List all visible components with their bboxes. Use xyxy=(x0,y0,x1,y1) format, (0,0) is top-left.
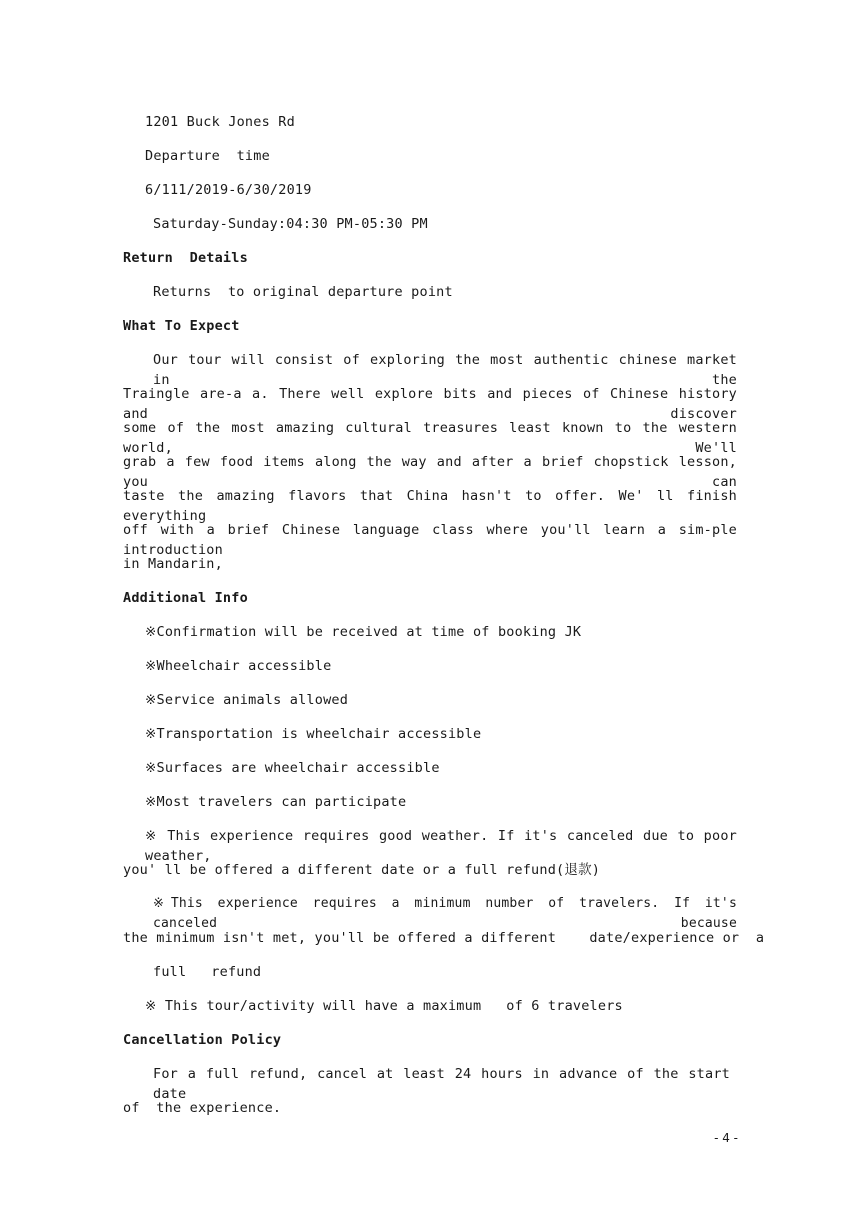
additional-info-heading: Additional Info xyxy=(123,590,248,606)
what-to-expect-heading: What To Expect xyxy=(123,318,240,334)
return-details-text: Returns to original departure point xyxy=(153,284,453,300)
additional-info-item: ※Wheelchair accessible xyxy=(145,658,332,674)
what-to-expect-line: grab a few food items along the way and after a brief chopstick lesson, you can xyxy=(123,454,737,490)
additional-info-item: ※Surfaces are wheelchair accessible xyxy=(145,760,440,776)
additional-info-item: ※Most travelers can participate xyxy=(145,794,407,810)
what-to-expect-line: taste the amazing flavors that China hasn't to offer. We' ll finish everything xyxy=(123,488,737,524)
weather-notice-line: ※ This experience requires good weather. If it's canceled due to poor weather, xyxy=(145,828,737,864)
departure-address: 1201 Buck Jones Rd xyxy=(145,114,295,130)
what-to-expect-line: Traingle are-a a. There well explore bits and pieces of Chinese history and discover xyxy=(123,386,737,422)
minimum-notice-line: ※This experience requires a minimum number of travelers. If it's canceled because xyxy=(153,896,737,931)
what-to-expect-line: Our tour will consist of exploring the most authentic chinese market in the xyxy=(153,352,737,388)
weather-notice-line: you' ll be offered a different date or a full refund(退款) xyxy=(123,862,601,878)
maximum-notice-line: ※ This tour/activity will have a maximum of 6 travelers xyxy=(145,998,623,1014)
cancellation-policy-line: For a full refund, cancel at least 24 hours in advance of the start date xyxy=(153,1066,730,1102)
what-to-expect-line: some of the most amazing cultural treasures least known to the western world, We'll xyxy=(123,420,737,456)
return-details-heading: Return Details xyxy=(123,250,248,266)
additional-info-item: ※Service animals allowed xyxy=(145,692,349,708)
additional-info-item: ※Transportation is wheelchair accessible xyxy=(145,726,482,742)
departure-dates: 6/111/2019-6/30/2019 xyxy=(145,182,312,198)
page-number: - 4 - xyxy=(714,1131,738,1145)
cancellation-policy-line: of the experience. xyxy=(123,1100,282,1116)
what-to-expect-line: off with a brief Chinese language class where you'll learn a sim-ple introduction xyxy=(123,522,737,558)
minimum-notice-line: the minimum isn't met, you'll be offered a different date/experience or a xyxy=(123,930,765,946)
minimum-notice-line: full refund xyxy=(153,964,262,980)
departure-hours: Saturday-Sunday:04:30 PM-05:30 PM xyxy=(153,216,428,232)
additional-info-item: ※Confirmation will be received at time of booking JK xyxy=(145,624,582,640)
departure-time-label: Departure time xyxy=(145,148,270,164)
what-to-expect-line: in Mandarin, xyxy=(123,556,223,572)
cancellation-policy-heading: Cancellation Policy xyxy=(123,1032,282,1048)
